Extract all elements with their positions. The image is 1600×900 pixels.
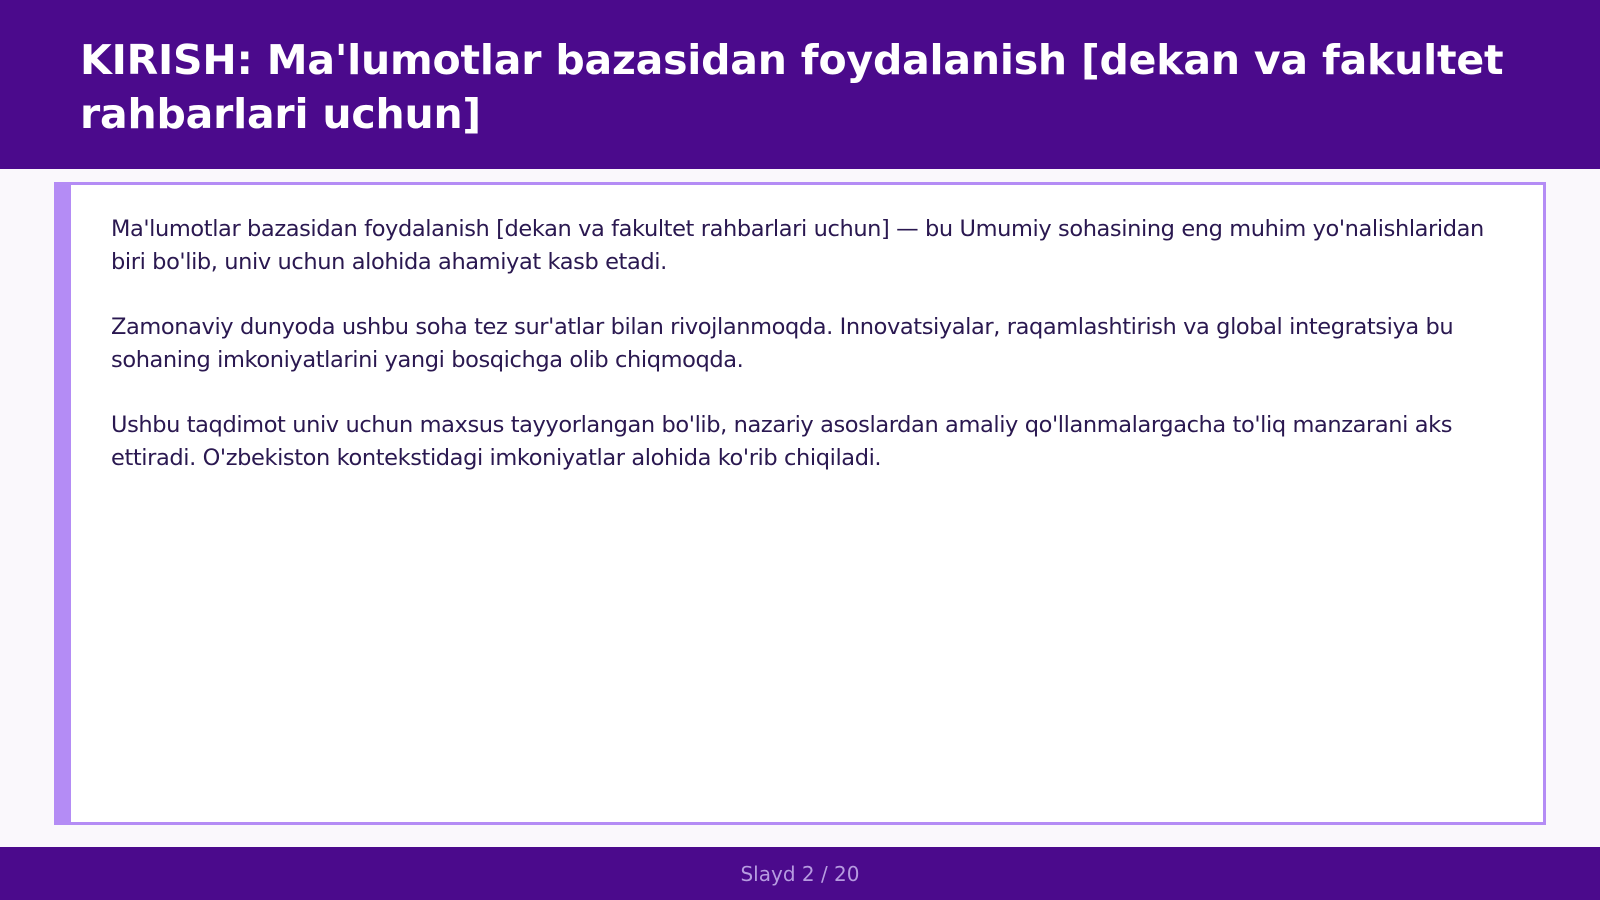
content-paragraph-3: Ushbu taqdimot univ uchun maxsus tayyorlangan bo'lib, nazariy asoslardan amaliy qo'llanmalargacha to'liq manzarani aks ettiradi. O'zbekiston kontekstidagi imkoniyatlar alohida ko'rib chiqiladi.: [111, 412, 1453, 471]
content-paragraph-2: Zamonaviy dunyoda ushbu soha tez sur'atlar bilan rivojlanmoqda. Innovatsiyalar, raqamlashtirish va global integratsiya bu sohaning imkoniyatlarini yangi bosqichga olib chiqmoqda.: [111, 314, 1454, 373]
slide-title: KIRISH: Ma'lumotlar bazasidan foydalanish [dekan va fakultet rahbarlari uchun]: [80, 36, 1504, 138]
content-card: [54, 182, 1546, 825]
slide-header: [0, 0, 1600, 169]
content-paragraph-1: Ma'lumotlar bazasidan foydalanish [dekan va fakultet rahbarlari uchun] — bu Umumiy sohasining eng muhim yo'nalishlaridan biri bo'lib, univ uchun alohida ahamiyat kasb etadi.: [111, 216, 1484, 275]
slide-footer: [0, 847, 1600, 900]
slide-counter: Slayd 2 / 20: [740, 861, 860, 886]
